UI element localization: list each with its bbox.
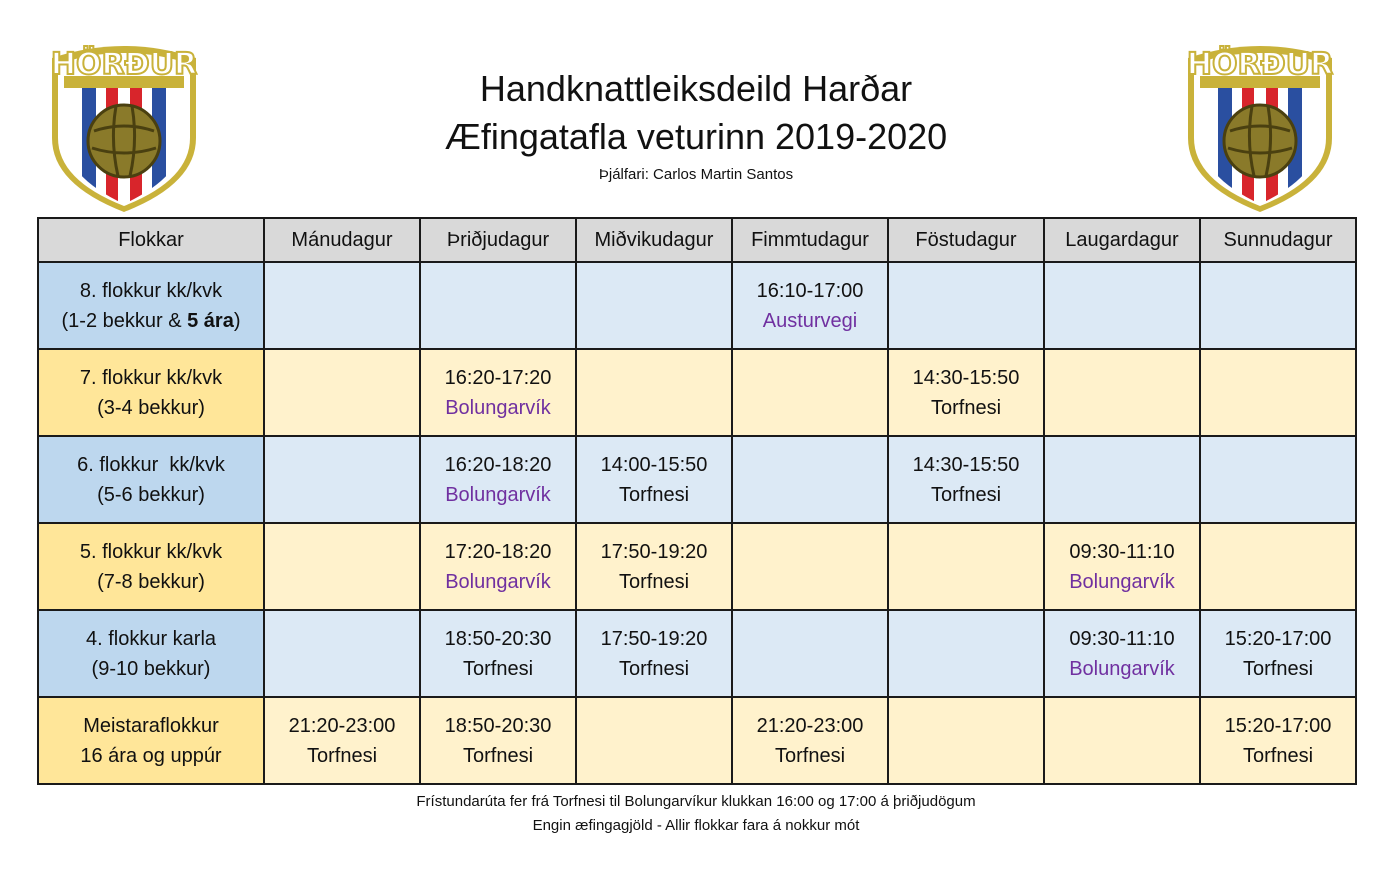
footer-note-bus: Frístundarúta fer frá Torfnesi til Bolungarvíkur klukkan 16:00 og 17:00 á þriðjudögum [416, 793, 976, 810]
header-cell-tuesday: Þriðjudagur [420, 218, 576, 262]
schedule-cell [420, 436, 576, 523]
group-cell [38, 349, 264, 436]
schedule-cell [1044, 262, 1200, 349]
session-location: Torfnesi [1242, 657, 1314, 680]
group-detail: 16 ára og uppúr [80, 744, 222, 767]
schedule-cell [420, 697, 576, 784]
footer-notes [0, 790, 1392, 838]
session-location: Bolungarvík [1069, 570, 1175, 593]
session-location: Bolungarvík [445, 483, 551, 506]
header-cell-friday: Föstudagur [888, 218, 1044, 262]
session-location: Austurvegi [762, 309, 858, 332]
schedule-cell [264, 697, 420, 784]
group-detail-close: ) [233, 309, 241, 332]
group-cell [38, 262, 264, 349]
schedule-cell [420, 262, 576, 349]
session-time: 15:20-17:00 [1224, 714, 1332, 737]
schedule-cell [888, 523, 1044, 610]
header [0, 66, 1392, 183]
schedule-cell [1044, 697, 1200, 784]
session-time: 14:00-15:50 [600, 453, 708, 476]
session-location: Torfnesi [618, 657, 690, 680]
group-detail-bold: 5 ára [187, 309, 234, 332]
session-location: Torfnesi [306, 744, 378, 767]
schedule-table [37, 217, 1357, 785]
session-location: Torfnesi [462, 657, 534, 680]
group-name: 4. flokkur karla [85, 627, 217, 650]
logo-text: HÖRÐUR [50, 47, 198, 82]
session-location: Torfnesi [618, 483, 690, 506]
header-cell-saturday: Laugardagur [1044, 218, 1200, 262]
session-time: 09:30-11:10 [1069, 540, 1175, 563]
schedule-cell [1044, 436, 1200, 523]
session-location: Bolungarvík [445, 396, 551, 419]
coach-label: Þjálfari: Carlos Martin Santos [598, 166, 794, 183]
session-time: 16:10-17:00 [756, 279, 864, 302]
page-title: Handknattleiksdeild Harðar [479, 68, 913, 109]
group-name: 6. flokkur kk/kvk [77, 453, 225, 476]
session-time: 16:20-17:20 [444, 366, 552, 389]
table-row [38, 610, 1356, 697]
session-time: 14:30-15:50 [912, 453, 1020, 476]
session-location: Bolungarvík [445, 570, 551, 593]
group-name: Meistaraflokkur [83, 714, 219, 737]
session-time: 18:50-20:30 [444, 714, 552, 737]
schedule-cell [1200, 349, 1356, 436]
schedule-cell [576, 697, 732, 784]
session-time: 17:50-19:20 [600, 627, 708, 650]
header-cell-sunday: Sunnudagur [1200, 218, 1356, 262]
session-location: Torfnesi [1242, 744, 1314, 767]
table-header-row [38, 218, 1356, 262]
schedule-cell [420, 610, 576, 697]
footer-note-fees: Engin æfingagjöld - Allir flokkar fara á nokkur mót [532, 817, 860, 834]
session-time: 14:30-15:50 [912, 366, 1020, 389]
header-cell-wednesday: Miðvikudagur [576, 218, 732, 262]
session-location: Torfnesi [930, 396, 1002, 419]
schedule-cell [576, 523, 732, 610]
session-location: Bolungarvík [1069, 657, 1175, 680]
logo-text: HÖRÐUR [1186, 47, 1334, 82]
page-subtitle: Æfingatafla veturinn 2019-2020 [444, 116, 948, 157]
group-cell [38, 610, 264, 697]
schedule-cell [732, 262, 888, 349]
schedule-cell [888, 436, 1044, 523]
schedule-cell [264, 262, 420, 349]
schedule-cell [420, 523, 576, 610]
group-name: 5. flokkur kk/kvk [79, 540, 223, 563]
schedule-cell [420, 349, 576, 436]
header-cell-thursday: Fimmtudagur [732, 218, 888, 262]
group-detail [39, 306, 263, 336]
schedule-cell [1200, 436, 1356, 523]
group-detail: (3-4 bekkur) [97, 396, 205, 419]
schedule-cell [576, 349, 732, 436]
table-row [38, 436, 1356, 523]
schedule-cell [732, 436, 888, 523]
header-cell-monday: Mánudagur [264, 218, 420, 262]
session-location: Torfnesi [618, 570, 690, 593]
session-time: 09:30-11:10 [1069, 627, 1175, 650]
schedule-cell [1200, 523, 1356, 610]
group-name: 7. flokkur kk/kvk [79, 366, 223, 389]
schedule-cell [264, 349, 420, 436]
schedule-cell [732, 610, 888, 697]
schedule-cell [888, 349, 1044, 436]
schedule-cell [732, 697, 888, 784]
schedule-cell [1200, 262, 1356, 349]
schedule-cell [1044, 523, 1200, 610]
table-row [38, 262, 1356, 349]
session-time: 17:50-19:20 [600, 540, 708, 563]
session-time: 16:20-18:20 [444, 453, 552, 476]
schedule-cell [1044, 349, 1200, 436]
session-location: Torfnesi [930, 483, 1002, 506]
group-cell [38, 436, 264, 523]
session-time: 15:20-17:00 [1224, 627, 1332, 650]
session-time: 18:50-20:30 [444, 627, 552, 650]
session-location: Torfnesi [774, 744, 846, 767]
schedule-cell [1044, 610, 1200, 697]
group-cell [38, 523, 264, 610]
schedule-cell [888, 610, 1044, 697]
session-time: 17:20-18:20 [444, 540, 552, 563]
table-row [38, 697, 1356, 784]
schedule-cell [576, 610, 732, 697]
schedule-cell [1200, 610, 1356, 697]
schedule-cell [264, 436, 420, 523]
schedule-cell [576, 436, 732, 523]
session-location: Torfnesi [462, 744, 534, 767]
schedule-cell [1200, 697, 1356, 784]
schedule-cell [264, 523, 420, 610]
schedule-cell [732, 523, 888, 610]
schedule-cell [732, 349, 888, 436]
group-name: 8. flokkur kk/kvk [79, 279, 223, 302]
schedule-cell [888, 262, 1044, 349]
table-row [38, 349, 1356, 436]
group-detail-text: (1-2 bekkur & [61, 309, 188, 332]
header-cell-groups: Flokkar [38, 218, 264, 262]
schedule-cell [576, 262, 732, 349]
session-time: 21:20-23:00 [756, 714, 864, 737]
group-cell [38, 697, 264, 784]
group-detail: (9-10 bekkur) [91, 657, 211, 680]
table-row [38, 523, 1356, 610]
group-detail: (7-8 bekkur) [97, 570, 205, 593]
schedule-cell [264, 610, 420, 697]
schedule-cell [888, 697, 1044, 784]
group-detail: (5-6 bekkur) [97, 483, 205, 506]
session-time: 21:20-23:00 [288, 714, 396, 737]
